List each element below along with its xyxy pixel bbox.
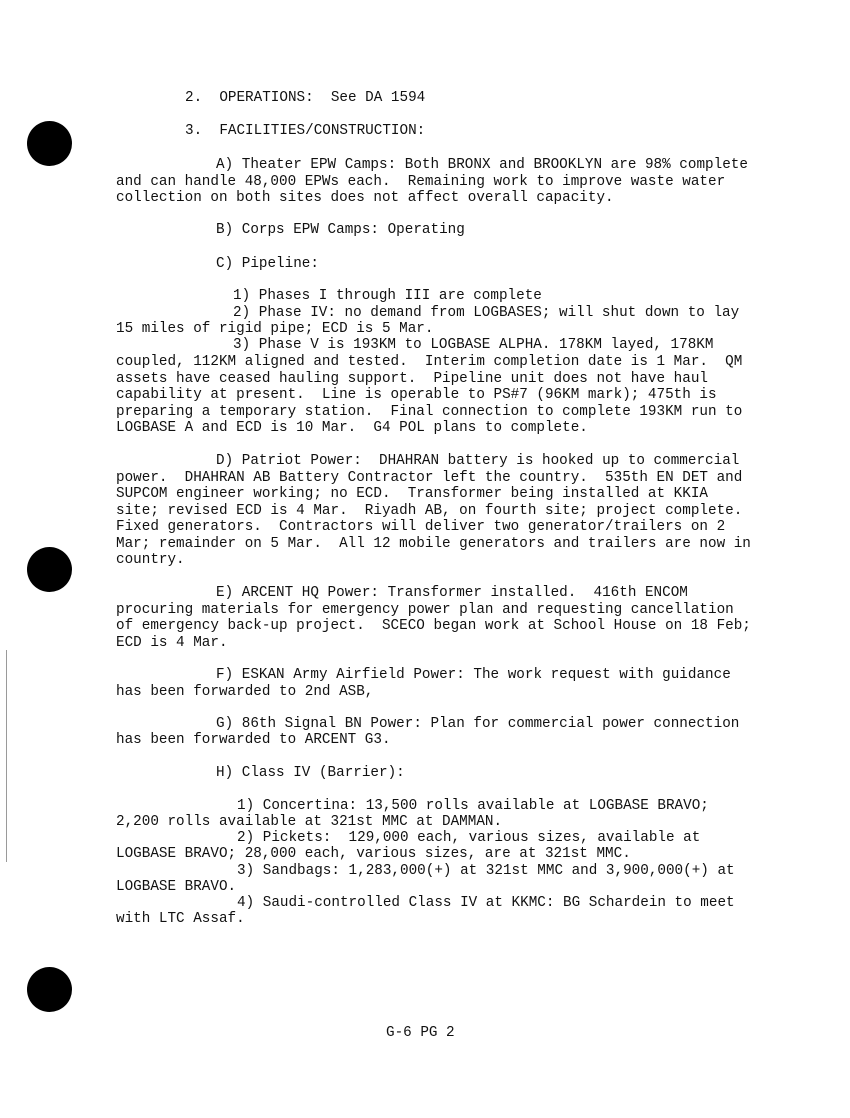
paragraph-line: H) Class IV (Barrier): [216, 765, 405, 781]
paragraph-line: LOGBASE BRAVO. [116, 879, 237, 895]
paragraph-line: 4) Saudi-controlled Class IV at KKMC: BG Schardein to meet [237, 895, 735, 911]
paragraph-line: country. [116, 552, 185, 568]
paragraph-line: site; revised ECD is 4 Mar. Riyadh AB, on fourth site; project complete. [116, 503, 743, 519]
paragraph-line: 1) Concertina: 13,500 rolls available at LOGBASE BRAVO; [237, 798, 709, 814]
paragraph-line: B) Corps EPW Camps: Operating [216, 222, 465, 238]
paragraph-line: A) Theater EPW Camps: Both BRONX and BROOKLYN are 98% complete [216, 157, 748, 173]
paragraph-line: 1) Phases I through III are complete [233, 288, 542, 304]
paragraph-line: preparing a temporary station. Final connection to complete 193KM run to [116, 404, 743, 420]
paragraph-line: power. DHAHRAN AB Battery Contractor left the country. 535th EN DET and [116, 470, 743, 486]
paragraph-line: has been forwarded to ARCENT G3. [116, 732, 391, 748]
paragraph-line: 15 miles of rigid pipe; ECD is 5 Mar. [116, 321, 434, 337]
paragraph-line: ECD is 4 Mar. [116, 635, 228, 651]
paragraph-line: coupled, 112KM aligned and tested. Interim completion date is 1 Mar. QM [116, 354, 743, 370]
paragraph-line: LOGBASE BRAVO; 28,000 each, various sizes, are at 321st MMC. [116, 846, 631, 862]
paragraph-line: 3) Phase V is 193KM to LOGBASE ALPHA. 178KM layed, 178KM [233, 337, 714, 353]
punch-hole [27, 547, 72, 592]
paragraph-line: 2) Pickets: 129,000 each, various sizes, available at [237, 830, 701, 846]
paragraph-line: F) ESKAN Army Airfield Power: The work request with guidance [216, 667, 731, 683]
paragraph-line: 3) Sandbags: 1,283,000(+) at 321st MMC and 3,900,000(+) at [237, 863, 735, 879]
punch-hole [27, 967, 72, 1012]
paragraph-line: capability at present. Line is operable to PS#7 (96KM mark); 475th is [116, 387, 717, 403]
paragraph-line: collection on both sites does not affect overall capacity. [116, 190, 614, 206]
paragraph-line: has been forwarded to 2nd ASB, [116, 684, 374, 700]
paragraph-line: D) Patriot Power: DHAHRAN battery is hooked up to commercial [216, 453, 740, 469]
paragraph-line: Fixed generators. Contractors will deliver two generator/trailers on 2 [116, 519, 726, 535]
paragraph-line: 2,200 rolls available at 321st MMC at DAMMAN. [116, 814, 503, 830]
paragraph-line: SUPCOM engineer working; no ECD. Transformer being installed at KKIA [116, 486, 708, 502]
paragraph-line: with LTC Assaf. [116, 911, 245, 927]
paragraph-line: of emergency back-up project. SCECO began work at School House on 18 Feb; [116, 618, 751, 634]
margin-mark [6, 650, 7, 862]
paragraph-line: E) ARCENT HQ Power: Transformer installed. 416th ENCOM [216, 585, 688, 601]
page-footer: G-6 PG 2 [386, 1025, 455, 1041]
paragraph-line: C) Pipeline: [216, 256, 319, 272]
section-heading-facilities: 3. FACILITIES/CONSTRUCTION: [185, 123, 426, 139]
paragraph-line: and can handle 48,000 EPWs each. Remaining work to improve waste water [116, 174, 726, 190]
paragraph-line: assets have ceased hauling support. Pipeline unit does not have haul [116, 371, 708, 387]
punch-hole [27, 121, 72, 166]
section-heading-operations: 2. OPERATIONS: See DA 1594 [185, 90, 426, 106]
paragraph-line: LOGBASE A and ECD is 10 Mar. G4 POL plans to complete. [116, 420, 588, 436]
paragraph-line: Mar; remainder on 5 Mar. All 12 mobile generators and trailers are now in [116, 536, 751, 552]
paragraph-line: 2) Phase IV: no demand from LOGBASES; will shut down to lay [233, 305, 740, 321]
paragraph-line: procuring materials for emergency power plan and requesting cancellation [116, 602, 734, 618]
paragraph-line: G) 86th Signal BN Power: Plan for commercial power connection [216, 716, 740, 732]
